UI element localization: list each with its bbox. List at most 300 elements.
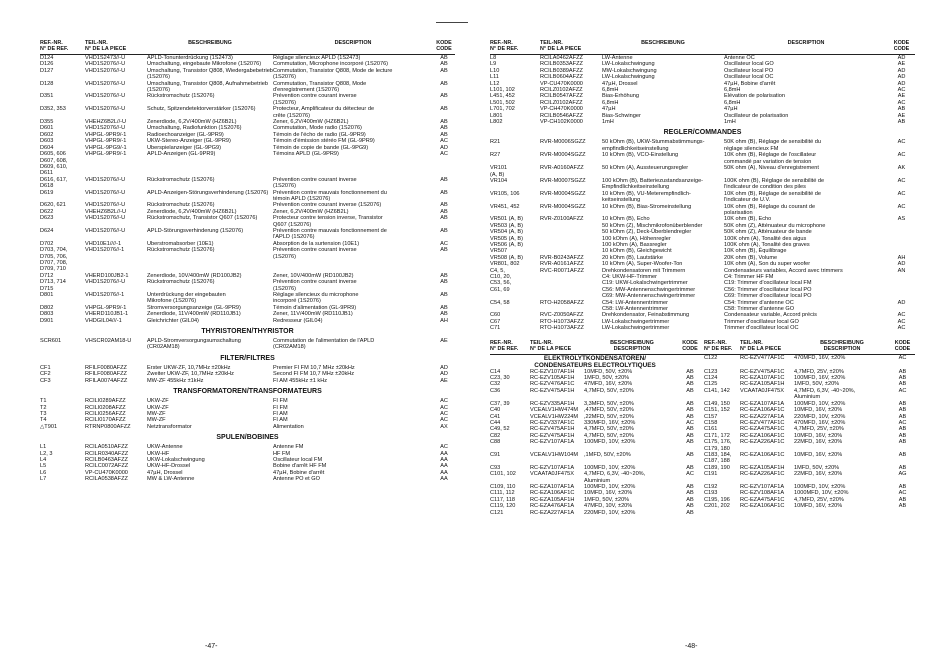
part-row <box>40 338 455 351</box>
description-cell: 47µH, Bobine d'arrêt <box>724 80 776 87</box>
part-cell: RVR-M0007SGZZ <box>540 177 586 184</box>
part-cell: RC-EZA476AF1A <box>530 503 575 510</box>
code-cell: AB <box>897 106 906 113</box>
ref-cell: C175, 176, C179, 180 <box>704 439 732 452</box>
beschreibung-cell: Rückstromschutz (1S2076) <box>147 202 215 209</box>
ref-cell: VR101 (A, B) <box>490 165 508 178</box>
header-code: KODE CODE <box>890 340 915 355</box>
code-cell: AB <box>686 496 694 503</box>
code-cell: AB <box>898 439 907 446</box>
part-cell: VCEALV1HW474M <box>530 407 579 414</box>
description-cell: Commutation de l'alimentation de l'APLD (CR02AM18) <box>273 338 375 351</box>
part-row <box>40 228 455 241</box>
part-cell: VCAATA0JF475X <box>740 387 784 394</box>
part-cell: RC-EZV105AF1H <box>530 375 575 382</box>
beschreibung-cell: LW-Lokalschwingertrimmer <box>602 318 670 325</box>
ref-cell: C71 <box>490 325 501 332</box>
part-cell: RCILI0208AFZZ <box>85 404 126 411</box>
code-cell: AD <box>440 144 448 151</box>
ref-cell: L10 <box>490 67 500 74</box>
beschreibung-cell: 20 kOhm (B), Lautstärke <box>602 254 663 261</box>
ref-cell: C54, 58 <box>490 299 510 306</box>
code-cell: AB <box>440 227 448 234</box>
code-cell: AB <box>898 400 907 407</box>
part-cell: RFILF0080AFZZ <box>85 371 127 378</box>
code-cell: AB <box>898 432 907 439</box>
ref-cell: C111, 112 <box>490 490 515 497</box>
description-cell: 470MFD, 16V, ±20% <box>794 419 846 426</box>
code-cell: AB <box>898 483 907 490</box>
code-cell: AB <box>440 272 448 279</box>
part-row <box>490 178 915 191</box>
description-cell: Protecteur contre tension inverse, Transistor Q607 (1S2076) <box>273 215 383 228</box>
section-heading <box>40 351 455 365</box>
top-mark <box>436 22 468 23</box>
part-cell: RC-EZA226AF1C <box>740 471 785 478</box>
ref-cell: C195, 196 <box>704 496 730 503</box>
ref-cell: L9 <box>490 61 497 68</box>
ref-cell: D355 <box>40 119 54 126</box>
part-cell: RCILB0389AFZZ <box>540 67 583 74</box>
description-cell: Prévention contre courant inverse (1S2076) <box>273 93 357 106</box>
part-row <box>40 81 455 94</box>
description-cell: FI FM <box>273 398 288 405</box>
part-cell: RC-EZV477AF1C <box>740 354 785 361</box>
part-cell: VP-CH102K0000 <box>540 119 583 126</box>
beschreibung-cell: Rückstromschutz (1S2076) <box>147 93 215 100</box>
part-cell: RC-EZV475AF1H <box>530 426 575 433</box>
ref-cell: C141, 142 <box>704 387 730 394</box>
part-cell: RVR-M0004SGZZ <box>540 152 586 159</box>
beschreibung-cell: 100 kOhm (B), Batteriezustandsanzeige- Empfindlichkeitseinstellung <box>602 177 704 191</box>
part-cell: RCILB0547AFZZ <box>540 93 583 100</box>
part-cell: RC-EZA106AF1C <box>740 432 785 439</box>
ref-cell: C23, 30 <box>490 375 510 382</box>
part-cell: VCEALV1HW224M <box>530 413 579 420</box>
ref-cell: C49, 52 <box>490 426 510 433</box>
code-cell: AC <box>440 151 448 158</box>
code-cell: AB <box>898 413 907 420</box>
code-cell: AB <box>440 208 448 215</box>
code-cell: AC <box>440 404 448 411</box>
code-cell: AB <box>440 55 448 61</box>
beschreibung-cell: Schutz, Spitzendetektorverstärker (1S2076) <box>147 106 256 113</box>
code-cell: AD <box>897 261 906 268</box>
part-row <box>490 55 915 62</box>
code-cell: AC <box>686 471 694 478</box>
beschreibung-cell: Zenerdiode, 10V/400mW (RD100JB2) <box>147 272 242 279</box>
page-number-left: -47- <box>205 643 218 650</box>
code-cell: AB <box>440 279 448 286</box>
ref-cell: L451, 452 <box>490 93 515 100</box>
ref-cell: T1 <box>40 398 47 405</box>
code-cell: AB <box>440 311 448 318</box>
description-cell: 330MFD, 16V, ±20% <box>584 419 636 426</box>
ref-cell: T2 <box>40 404 47 411</box>
description-cell: Commutation, Mode radio (1S2076) <box>273 125 362 132</box>
description-cell: Condensateurs variables, Accord avec trimmers C4: Trimmer HF FM C19: Trimmer d'oscillateur local FM C56: Trimmer d'oscillateur local PO C69: Trimmer d'oscillateur local PO <box>724 267 843 300</box>
description-cell: Protecteur, Amplificateur du détecteur de crête (1S2076) <box>273 106 375 119</box>
description-cell: Antenne OC <box>724 55 755 61</box>
ref-cell: C117, 118 <box>490 496 515 503</box>
code-cell: AE <box>897 93 906 100</box>
description-cell: 3,3MFD, 50V, ±20% <box>584 400 634 407</box>
beschreibung-cell: Zenerdiode, 11V/400mW (RD110JB1) <box>147 311 241 318</box>
capacitor-table <box>490 340 915 516</box>
part-cell: VHD1S2076//-U <box>85 176 126 183</box>
page-48 <box>490 40 915 516</box>
part-row <box>490 139 915 152</box>
ref-cell: C157 <box>704 413 718 420</box>
part-cell: VHD1S2076//-U <box>85 93 126 100</box>
part-cell: VHD1S2473//-U <box>85 55 126 61</box>
ref-cell: D128 <box>40 80 54 87</box>
description-cell: 1MFD, 50V, ±20% <box>794 464 840 471</box>
description-cell: 6,8mH <box>724 87 741 94</box>
code-cell: AK <box>897 165 906 172</box>
ref-cell: D803 <box>40 311 54 318</box>
description-cell: 100MFD, 16V, ±20% <box>794 375 846 382</box>
ref-cell: C82 <box>490 432 501 439</box>
description-cell: 4,7MFD, 25V, ±20% <box>794 426 844 433</box>
description-cell: 100MFD, 10V, ±20% <box>794 400 846 407</box>
beschreibung-cell: APLD-Anzeigen-Störungsverhinderung (1S2076) <box>147 189 269 196</box>
beschreibung-cell: UKW-ZF <box>147 404 169 411</box>
beschreibung-cell: Radioechoanzeiger (GL-9PR9) <box>147 131 224 138</box>
description-cell: 100MFD, 10V, ±20% <box>584 439 636 446</box>
code-cell: AB <box>686 451 694 458</box>
code-cell: AC <box>898 354 907 361</box>
code-cell: AC <box>440 410 448 417</box>
description-cell: Zener, 6,2V/400mW (HZ6B2L) <box>273 208 349 215</box>
ref-cell: D605, 606 D607, 608, D609, 610, D611 <box>40 151 68 177</box>
part-cell: VP-CU470K0000 <box>540 80 583 87</box>
beschreibung-cell: 10 kOhm (B), Bias-Stromeinstellung <box>602 203 692 210</box>
capacitor-row <box>490 354 915 369</box>
code-cell: AC <box>897 99 906 106</box>
ref-cell: D126 <box>40 61 54 68</box>
ref-cell: VR105, 106 <box>490 190 520 197</box>
code-cell <box>890 510 915 516</box>
ref-cell: C183, 184, C187, 188 <box>704 451 732 465</box>
section-heading <box>40 430 455 444</box>
ref-cell: CF1 <box>40 364 51 371</box>
code-cell: AB <box>898 375 907 382</box>
part-cell: VHD1S2076//-U <box>85 125 126 132</box>
part-cell: RC-EZA107AF1A <box>530 483 575 490</box>
part-cell: RC-EZA107AF1A <box>740 400 785 407</box>
capacitor-row <box>490 439 915 452</box>
code-cell: AC <box>898 419 907 426</box>
ref-cell: VR801, 802 <box>490 261 520 268</box>
header-part: TEIL-NR. N° DE LA PIECE <box>85 40 147 55</box>
description-cell: Prévention contre courant inverse (1S2076) <box>273 247 357 260</box>
ref-cell: △T901 <box>40 423 58 430</box>
description-cell: 4,7MFD, 25V, ±20% <box>794 496 844 503</box>
ref-cell: L8 <box>490 55 497 61</box>
description-cell: 4,7MFD, 50V, ±20% <box>584 387 634 394</box>
header-ref: REF.-NR. N° DE REF. <box>490 40 540 55</box>
part-cell: RC-EZV475AF1H <box>530 432 575 439</box>
part-cell: RCILR0340AFZZ <box>85 450 129 457</box>
part-cell: RC-EZA106AF1C <box>740 451 785 458</box>
ref-cell: L701, 702 <box>490 106 515 113</box>
ref-cell: C41 <box>490 413 501 420</box>
ref-cell: C192 <box>704 483 718 490</box>
capacitor-row <box>490 452 915 465</box>
code-cell: AA <box>440 456 448 463</box>
header-ref: REF.-NR. N° DE REF. <box>40 40 85 55</box>
description-cell: 6,8mH <box>724 99 741 106</box>
code-cell: AB <box>440 61 448 68</box>
beschreibung-cell: Bias-Schwinger <box>602 112 641 119</box>
ref-cell: C60 <box>490 312 501 319</box>
description-cell: 47MFD, 10V, ±20% <box>584 503 633 510</box>
part-cell: VHPGL-9PR9/-1 <box>85 138 127 145</box>
code-cell: AC <box>440 240 448 247</box>
code-cell: AC <box>897 177 906 184</box>
ref-cell: L802 <box>490 119 503 126</box>
part-cell: VHPGL-9PR9/-1 <box>85 131 127 138</box>
description-cell: 22MFD, 16V, ±20% <box>794 471 843 478</box>
part-cell: RC-EZV476AF1C <box>530 381 575 388</box>
beschreibung-cell: 1mH <box>602 119 614 126</box>
section-title: SPULEN/BOBINES <box>216 434 279 442</box>
part-cell: RC-EZA227AF1A <box>740 413 785 420</box>
description-cell: ,1MFD, 50V, ±20% <box>584 451 631 458</box>
description-cell: Commutation, Microphone incorporé (1S2076) <box>273 61 389 68</box>
code-cell: AD <box>897 55 906 61</box>
code-cell: AC <box>440 138 448 145</box>
description-cell: Témoin d'alimentation (GL-9PR9) <box>273 304 357 311</box>
beschreibung-cell: UKW-HF <box>147 450 170 457</box>
code-cell: AD <box>897 299 906 306</box>
part-cell: RTO-H1073AFZZ <box>540 318 584 325</box>
part-cell: VCEALV1HW104M <box>530 451 579 458</box>
part-row <box>40 93 455 106</box>
beschreibung-cell: Gleichrichter (GIL04) <box>147 317 199 324</box>
ref-cell: C124 <box>704 375 718 382</box>
ref-cell: C201, 202 <box>704 503 730 510</box>
section-title: TRANSFORMATOREN/TRANSFORMATEURS <box>173 388 322 396</box>
ref-cell: CF2 <box>40 371 51 378</box>
code-cell: AB <box>898 503 907 510</box>
code-cell: AN <box>897 267 906 274</box>
description-cell: Second FI FM 10,7 MHz ±20kHz <box>273 371 355 378</box>
beschreibung-cell: 6,8mH <box>602 87 619 94</box>
header-code: KODE CODE <box>433 40 455 55</box>
part-cell: RCILA0462AFZZ <box>540 55 583 61</box>
part-cell: VHD1S2076//-U <box>85 106 126 113</box>
description-cell: 10K ohm (B), Réglage de l'oscillateur commandé par variation de tension <box>724 152 817 165</box>
ref-cell: R21 <box>490 139 501 146</box>
ref-cell: L6 <box>40 469 47 476</box>
code-cell: AC <box>897 190 906 197</box>
description-cell: Prévention contre courant inverse (1S2076) <box>273 176 357 190</box>
beschreibung-cell: LW-Lokalschwingertrimmer <box>602 325 670 332</box>
code-cell: AD <box>897 67 906 74</box>
description-cell: Témoin de l'écho de radio (GL-9PR9) <box>273 131 366 138</box>
ref-cell: C171, 172 <box>704 432 730 439</box>
code-cell: AB <box>686 381 694 388</box>
beschreibung-cell: MW-ZF <box>147 410 166 417</box>
ref-cell: D601 <box>40 125 54 132</box>
description-cell: 220MFD, 10V, ±20% <box>794 413 846 420</box>
ref-cell: L501, 502 <box>490 99 515 106</box>
part-cell: VCAATA0JF475X <box>530 471 574 478</box>
part-row <box>40 190 455 203</box>
beschreibung-cell: Bias-Erhöhung <box>602 93 640 100</box>
ref-cell: D603 <box>40 138 54 145</box>
code-cell: AB <box>686 400 694 407</box>
beschreibung-cell: MW-ZF 455kHz ±1kHz <box>147 377 204 384</box>
ref-cell: D901 <box>40 317 54 324</box>
code-cell: AB <box>440 125 448 132</box>
code-cell: AB <box>440 131 448 138</box>
part-row <box>490 300 915 313</box>
beschreibung-cell: LW-Lokalschwingung <box>602 61 655 68</box>
description-cell: Oscillateur local FM <box>273 456 323 463</box>
beschreibung-cell: 10 kOhm (A), Super-Woofer-Ton <box>602 261 683 268</box>
part-cell: VHEHZ6B2L//-U <box>85 208 127 215</box>
description-cell: 47µH, Bobine d'arrêt <box>273 469 325 476</box>
part-cell: RCILA0538AFZZ <box>85 476 128 483</box>
description-cell: 10K ohm (B), Echo 50K ohm (Z), Atténuateur du microphone 50K ohm (Z), Atténuateur de bande 100K ohm (A), Tonalité des aigus 100K ohm (A), Tonalité des graves 10K ohm (B), Équilibrage <box>724 216 826 255</box>
description-cell: 100MFD, 10V, ±20% <box>584 483 636 490</box>
parts-table-left <box>40 40 455 483</box>
code-cell: AB <box>898 407 907 414</box>
code-cell: AB <box>440 176 448 183</box>
ref-cell: L5 <box>40 463 47 470</box>
description-cell: Prévention contre courant inverse (1S2076) <box>273 202 382 209</box>
code-cell: AD <box>440 364 448 371</box>
code-cell: AC <box>686 419 694 426</box>
part-cell: VHD1S2076//-U <box>85 227 126 234</box>
description-cell: 10K ohm (B), Réglage de sensibilité de l'indicateur de U.V. <box>724 190 822 204</box>
code-cell: AB <box>440 119 448 126</box>
description-cell: ,22MFD, 50V, ±20% <box>584 413 634 420</box>
description-cell: FI AM <box>273 410 288 417</box>
ref-cell: D622 <box>40 208 54 215</box>
ref-cell: D616, 617, D618 <box>40 176 68 190</box>
part-cell: RTO-H2058AFZZ <box>540 299 584 306</box>
ref-cell: L101, 102 <box>490 87 515 94</box>
beschreibung-cell: Umschaltung, eingebaute Mikrofone (1S2076) <box>147 61 262 68</box>
part-cell: RC-EZV107AF1A <box>740 483 785 490</box>
beschreibung-cell: 10 kOhm (B), VU-Meterempfindlich- keitseinstellung <box>602 190 691 204</box>
code-cell: AB <box>440 247 448 254</box>
part-cell: RCILB0463AFZZ <box>85 456 128 463</box>
beschreibung-cell: 6,8mH <box>602 99 619 106</box>
description-cell: FI AM 455kHz ±1 kHz <box>273 377 328 384</box>
description-cell: Antenne FM <box>273 444 304 451</box>
description-cell: 10MFD, 16V, ±20% <box>794 451 843 458</box>
header-beschreibung: BESCHREIBUNG <box>602 40 724 55</box>
code-cell: AA <box>440 476 448 483</box>
code-cell: AD <box>897 80 906 87</box>
description-cell: Commutation, Transistor Q808, Mode de lecture (1S2076) <box>273 67 393 81</box>
code-cell: AC <box>440 417 448 424</box>
code-cell: AX <box>440 423 448 430</box>
part-row <box>40 215 455 228</box>
description-cell: 100MFD, 10V, ±20% <box>794 483 846 490</box>
part-cell: VHD10E1////-1 <box>85 240 122 247</box>
part-cell: RVC-Z0050AFZZ <box>540 312 584 319</box>
code-cell: AB <box>440 106 448 113</box>
header-description: BESCHREIBUNG DESCRIPTION <box>794 340 890 355</box>
part-cell: RC-EZA105AF1H <box>740 381 785 388</box>
page-47 <box>40 40 455 483</box>
description-cell: Trimmer d'oscillateur local GO <box>724 318 799 325</box>
header-part: TEIL-NR. N° DE LA PIECE <box>540 40 602 55</box>
description-cell: Zener, 6,2V/400mW (HZ6B2L) <box>273 119 349 126</box>
description-cell: 4,7MFD, 6,3V, -40~20%, Aluminium <box>794 387 856 401</box>
beschreibung-cell: UKW-Lokalschwingung <box>147 456 205 463</box>
part-cell: VHD1S2076//-U <box>85 189 126 196</box>
code-cell: AB <box>897 119 906 126</box>
ref-cell: C93 <box>490 464 501 471</box>
ref-cell: VR104 <box>490 177 508 184</box>
ref-cell: C125 <box>704 381 718 388</box>
header-ref: REF.-NR. N° DE REF. <box>704 340 740 355</box>
beschreibung-cell: Umschaltung, Transistor Q808, Wiedergabebetrieb (1S2076) <box>147 67 273 81</box>
description-cell: Alimentation <box>273 423 304 430</box>
beschreibung-cell: UKW-Antenne <box>147 444 183 451</box>
description-cell: 50K ohm (A), Niveau d'enregistrement <box>724 165 819 172</box>
description-cell: Témoin d'émission stéréo FM (GL-9PR9) <box>273 138 375 145</box>
part-cell: RCILI0289AFZZ <box>85 398 126 405</box>
header-beschreibung: BESCHREIBUNG <box>147 40 273 55</box>
beschreibung-cell: 47µH, Drossel <box>147 469 183 476</box>
header-code: KODE CODE <box>680 340 700 355</box>
description-cell: Bobine d'arrêt HF FM <box>273 463 327 470</box>
code-cell: AB <box>686 375 694 382</box>
code-cell: AB <box>686 490 694 497</box>
part-row <box>40 279 455 292</box>
ref-cell: C109, 110 <box>490 483 516 490</box>
beschreibung-cell: Drehkondensatoren mit Trimmern C4: UKW-HF-Trimmer C19: UKW-Lokalschwingertrimmer C56: MW-Antennenschwingertrimmer C69: MW-Antennenschwingertrimmer <box>602 267 696 300</box>
description-cell: 4,7MFD, 50V, ±20% <box>584 426 634 433</box>
part-cell: RC-EZA475AF1C <box>740 426 785 433</box>
ref-cell: C44 <box>490 419 501 426</box>
beschreibung-cell: UKW-ZF <box>147 398 169 405</box>
part-cell: RC-EZA227AF1A <box>530 509 575 516</box>
description-cell: Prévention contre courant inverse (1S2076) <box>273 279 357 292</box>
description-cell: FI AM <box>273 417 288 424</box>
part-cell: RCILB0604AFZZ <box>540 74 583 81</box>
ref-cell: D801 <box>40 292 54 299</box>
beschreibung-cell: Rückstromschutz (1S2076) <box>147 247 215 254</box>
part-cell: RCILA0510AFZZ <box>85 444 128 451</box>
code-cell: AE <box>897 112 906 119</box>
part-row <box>40 476 455 482</box>
part-cell <box>740 510 794 516</box>
ref-cell: D124 <box>40 55 54 61</box>
ref-cell: C123 <box>704 368 718 375</box>
capacitor-row <box>490 388 915 401</box>
capacitor-section-title: ELEKTROLYTKONDENSATOREN/ CONDENSATEURS ELECTROLYTIQUES <box>534 354 656 369</box>
code-cell: AB <box>686 509 694 516</box>
part-row <box>490 165 915 178</box>
part-row <box>490 204 915 217</box>
code-cell: AB <box>440 304 448 311</box>
part-cell: VHD1S2076//-1 <box>85 292 125 299</box>
ref-cell: C191 <box>704 471 718 478</box>
code-cell: AB <box>686 413 694 420</box>
part-cell: VHPGL-9PG9/-1 <box>85 144 127 151</box>
description-cell: 1MFD, 50V, ±20% <box>584 496 630 503</box>
part-cell: RVC-R0071AFZZ <box>540 267 585 274</box>
